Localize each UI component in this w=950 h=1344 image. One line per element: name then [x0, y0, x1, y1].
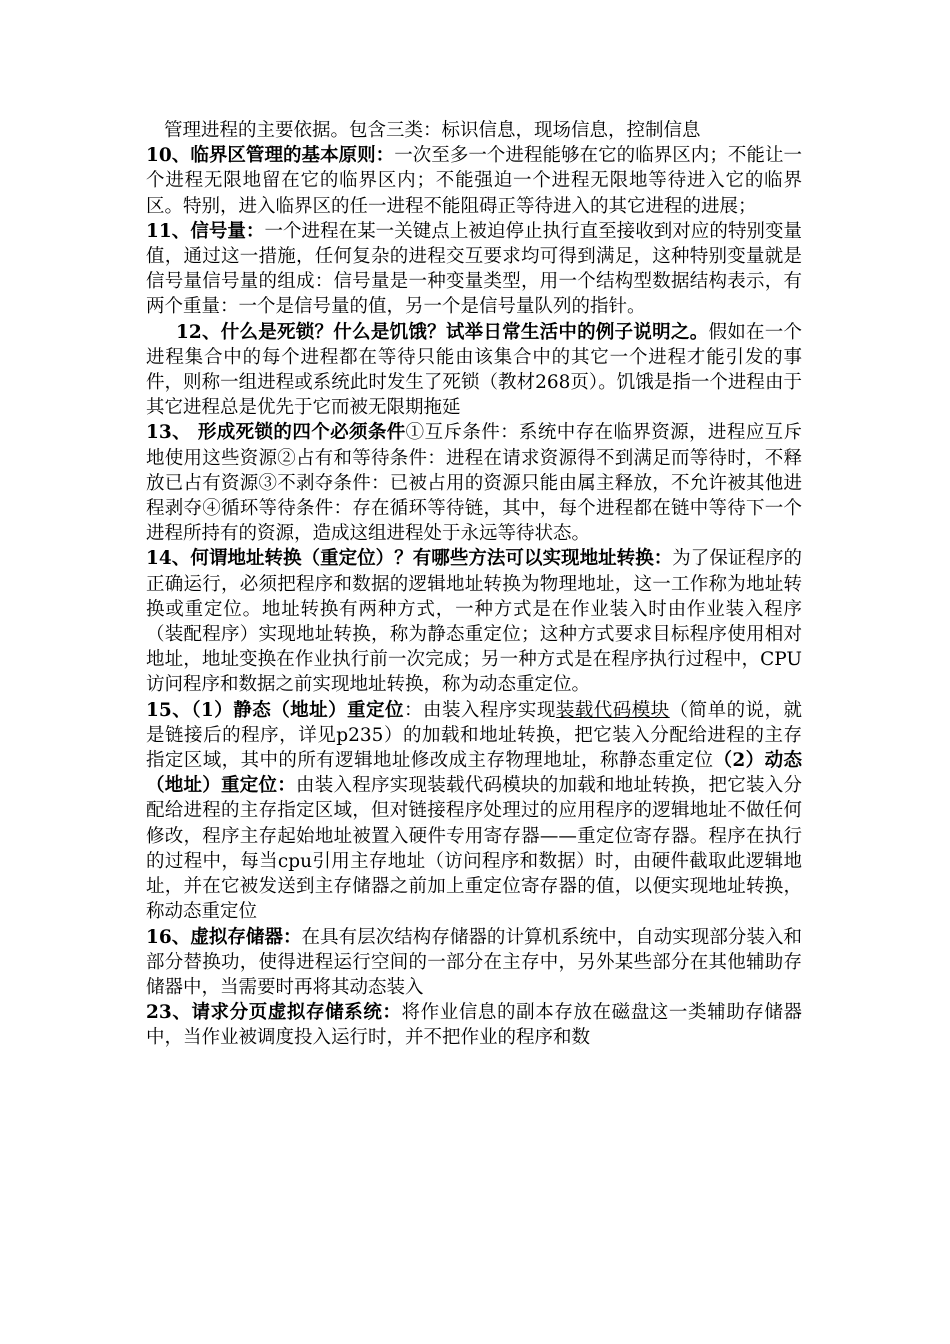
paragraph-heading-dynamic: （2）动态（地址）重定位：	[146, 750, 802, 797]
paragraph-heading: 11、信号量：	[146, 220, 265, 242]
paragraph-text: 在具有层次结构存储器的计算机系统中，自动实现部分装入和部分替换功，使得进程运行空间的一部分在主存中，另外某些部分在其他辅助存储器中，当需要时再将其动态装入	[146, 926, 802, 998]
paragraph-text: 管理进程的主要依据。包含三类：标识信息，现场信息，控制信息	[164, 120, 701, 141]
paragraph-15-relocation	[146, 698, 802, 925]
paragraph-text: ①互斥条件：系统中存在临界资源，进程应互斥地使用这些资源②占有和等待条件：进程在请求资源得不到满足而等待时，不释放已占有资源③不剥夺条件：已被占用的资源只能由属主释放，不允许被其他进程剥夺④循环等待条件：存在循环等待链，其中，每个进程都在链中等待下一个进程所持有的资源，造成这组进程处于永远等待状态。	[146, 422, 802, 545]
paragraph-heading: 10、临界区管理的基本原则：	[146, 145, 395, 167]
paragraph-text: 一个进程在某一关键点上被迫停止执行直至接收到对应的特别变量值，通过这一措施，任何复杂的进程交互要求均可得到满足，这种特别变量就是信号量信号量的组成：信号量是一种变量类型，用一个结构型数据结构表示，有两个重量：一个是信号量的值，另一个是信号量队列的指针。	[146, 220, 802, 318]
paragraph-number: 15、	[146, 699, 192, 721]
paragraph-heading: 14、何谓地址转换（重定位）？有哪些方法可以实现地址转换：	[146, 548, 673, 570]
paragraph-text: 为了保证程序的正确运行，必须把程序和数据的逻辑地址转换为物理地址，这一工作称为地址转换或重定位。地址转换有两种方式，一种方式是在作业装入时由作业装入程序（装配程序）实现地址转换，称为静态重定位；这种方式要求目标程序使用相对地址，地址变换在作业执行前一次完成；另一种方式是在程序执行过程中，CPU访问程序和数据之前实现地址转换，称为动态重定位。	[146, 548, 802, 696]
paragraph-heading: 16、虚拟存储器：	[146, 926, 302, 948]
paragraph-text: （简单的说，就是链接后的程序，详见p235）的加载和地址转换，把它装入分配给进程的主存指定区域，其中的所有逻辑地址修改成主存物理地址，称静态重定位	[146, 699, 802, 772]
paragraph-text: 由装入程序实现装载代码模块的加载和地址转换，把它装入分配给进程的主存指定区域，但对链接程序处理过的应用程序的逻辑地址不做任何修改，程序主存起始地址被置入硬件专用寄存器——重定位寄存器。程序在执行的过程中，每当cpu引用主存地址（访问程序和数据）时，由硬件截取此逻辑地址，并在它被发送到主存储器之前加上重定位寄存器的值，以便实现地址转换，称动态重定位	[146, 775, 802, 923]
paragraph-10-critical-section	[146, 143, 802, 219]
load-module-link[interactable]: 装载代码模块	[555, 699, 670, 721]
paragraph-text: ：由装入程序实现	[404, 699, 556, 721]
paragraph-23-demand-paging	[146, 1000, 802, 1050]
paragraph-text: 假如在一个进程集合中的每个进程都在等待只能由该集合中的其它一个进程才能引发的事件，则称一组进程或系统此时发生了死锁（教材268页）。饥饿是指一个进程由于其它进程总是优先于它而被无限期拖延	[146, 321, 802, 419]
paragraph-12-deadlock-starvation	[146, 320, 802, 421]
paragraph-16-virtual-memory	[146, 925, 802, 1001]
paragraph-13-deadlock-conditions	[146, 420, 802, 546]
paragraph-text: 将作业信息的副本存放在磁盘这一类辅助存储器中，当作业被调度投入运行时，并不把作业的程序和数	[146, 1002, 802, 1049]
paragraph-text: 一次至多一个进程能够在它的临界区内；不能让一个进程无限地留在它的临界区内；不能强迫一个进程无限地等待进入它的临界区。特别，进入临界区的任一进程不能阻碍正等待进入的其它进程的进展；	[146, 145, 802, 217]
paragraph-11-semaphore	[146, 219, 802, 320]
paragraph-14-address-translation	[146, 546, 802, 697]
document-page	[146, 118, 802, 1051]
paragraph-heading: 12、什么是死锁？什么是饥饿？试举日常生活中的例子说明之。	[176, 321, 709, 343]
paragraph-heading-static: （1）静态（地址）重定位	[191, 699, 405, 721]
paragraph-heading: 13、 形成死锁的四个必须条件	[146, 422, 406, 444]
paragraph-heading: 23、请求分页虚拟存储系统：	[146, 1002, 402, 1024]
paragraph-pcb-continuation	[146, 118, 802, 143]
